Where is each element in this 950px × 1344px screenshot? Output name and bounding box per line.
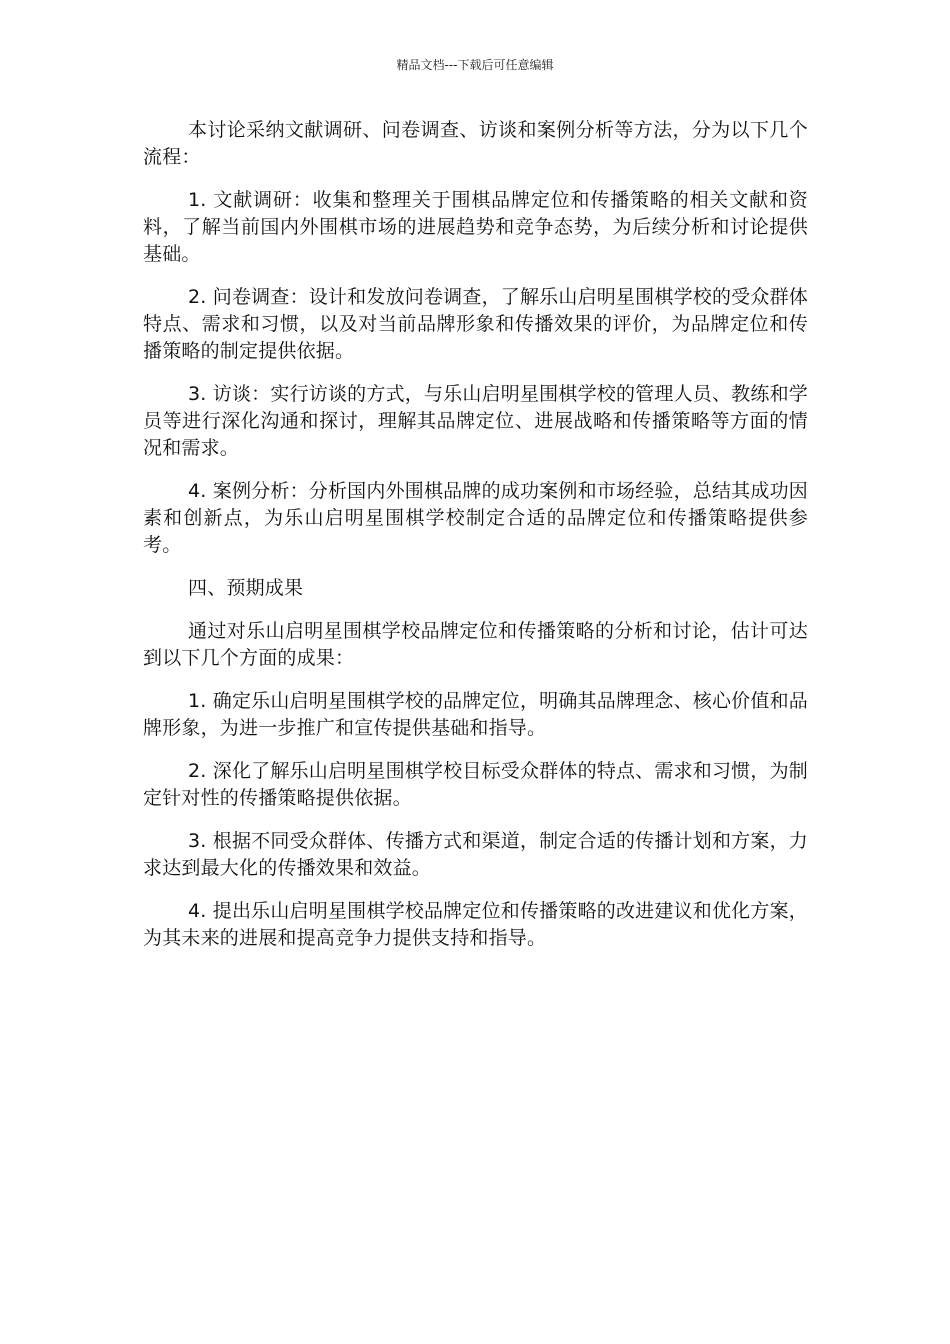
paragraph-results-intro: 通过对乐山启明星围棋学校品牌定位和传播策略的分析和讨论，估计可达到以下几个方面的成果：	[143, 620, 808, 669]
paragraph-interview: 3. 访谈：实行访谈的方式，与乐山启明星围棋学校的管理人员、教练和学员等进行深化沟通和探讨，理解其品牌定位、进展战略和传播策略等方面的情况和需求。	[143, 383, 808, 459]
section-heading-expected-results: 四、预期成果	[188, 577, 304, 599]
page-header: 精品文档---下载后可任意编辑	[396, 58, 554, 72]
paragraph-result-1: 1. 确定乐山启明星围棋学校的品牌定位，明确其品牌理念、核心价值和品牌形象，为进一步推广和宣传提供基础和指导。	[143, 690, 808, 739]
paragraph-result-2: 2. 深化了解乐山启明星围棋学校目标受众群体的特点、需求和习惯，为制定针对性的传播策略提供依据。	[143, 760, 808, 809]
paragraph-case-analysis: 4. 案例分析：分析国内外围棋品牌的成功案例和市场经验，总结其成功因素和创新点，为乐山启明星围棋学校制定合适的品牌定位和传播策略提供参考。	[143, 480, 808, 556]
paragraph-result-4: 4. 提出乐山启明星围棋学校品牌定位和传播策略的改进建议和优化方案，为其未来的进展和提高竞争力提供支持和指导。	[143, 900, 808, 949]
paragraph-literature-review: 1. 文献调研：收集和整理关于围棋品牌定位和传播策略的相关文献和资料，了解当前国内外围棋市场的进展趋势和竞争态势，为后续分析和讨论提供基础。	[143, 189, 808, 265]
paragraph-result-3: 3. 根据不同受众群体、传播方式和渠道，制定合适的传播计划和方案，力求达到最大化的传播效果和效益。	[143, 830, 808, 879]
paragraph-methods-intro: 本讨论采纳文献调研、问卷调查、访谈和案例分析等方法，分为以下几个流程：	[143, 119, 808, 168]
document-body	[143, 117, 808, 968]
paragraph-questionnaire: 2. 问卷调查：设计和发放问卷调查，了解乐山启明星围棋学校的受众群体特点、需求和习惯，以及对当前品牌形象和传播效果的评价，为品牌定位和传播策略的制定提供依据。	[143, 286, 808, 362]
